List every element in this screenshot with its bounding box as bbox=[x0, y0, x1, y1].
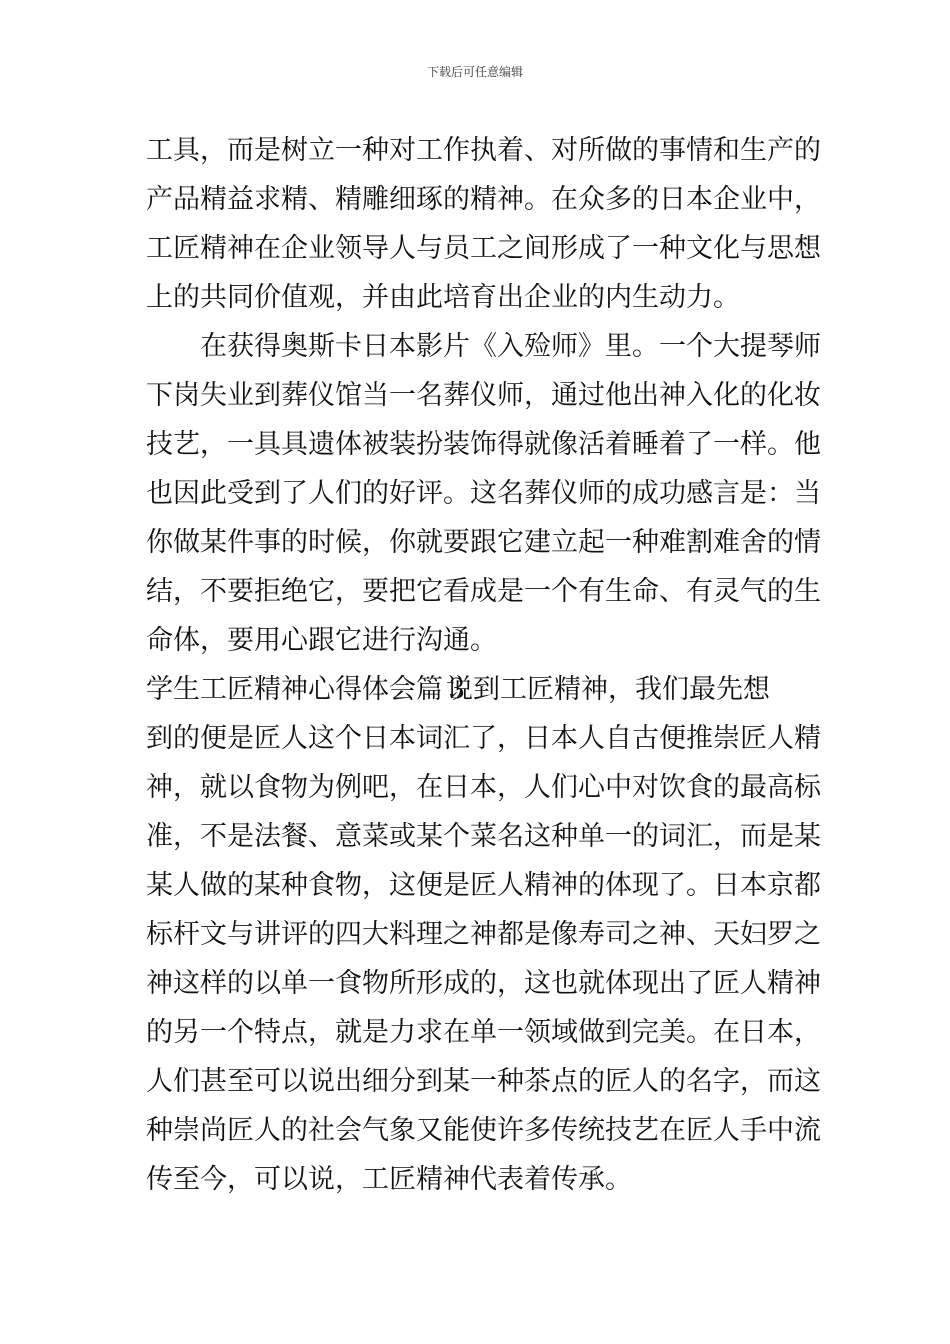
text-line: 神，就以食物为例吧，在日本，人们心中对饮食的最高标 bbox=[146, 772, 821, 803]
heading-line-rest: 说到工匠精神，我们最先想 bbox=[446, 674, 770, 705]
body-text bbox=[146, 126, 821, 1204]
text-line: 在获得奥斯卡日本影片《入殓师》里。一个大提琴师 bbox=[200, 331, 821, 362]
text-line: 上的共同价值观，并由此培育出企业的内生动力。 bbox=[146, 282, 740, 313]
text-line: 下岗失业到葬仪馆当一名葬仪师，通过他出神入化的化妆 bbox=[146, 380, 821, 411]
text-line: 标杆文与讲评的四大料理之神都是像寿司之神、天妇罗之 bbox=[146, 919, 821, 950]
text-line: 结，不要拒绝它，要把它看成是一个有生命、有灵气的生 bbox=[146, 576, 821, 607]
text-line: 的另一个特点，就是力求在单一领域做到完美。在日本， bbox=[146, 1017, 821, 1048]
text-line: 技艺，一具具遗体被装扮装饰得就像活着睡着了一样。他 bbox=[146, 429, 821, 460]
paragraph-2 bbox=[146, 322, 821, 665]
section-heading: 学生工匠精神心得体会篇３ bbox=[146, 674, 470, 705]
text-line bbox=[146, 665, 808, 714]
text-line: 工具，而是树立一种对工作执着、对所做的事情和生产的 bbox=[146, 135, 821, 166]
text-line: 产品精益求精、精雕细琢的精神。在众多的日本企业中， bbox=[146, 184, 821, 215]
text-line: 种崇尚匠人的社会气象又能使许多传统技艺在匠人手中流 bbox=[146, 1115, 821, 1146]
text-line: 命体，要用心跟它进行沟通。 bbox=[146, 625, 497, 656]
text-line: 工匠精神在企业领导人与员工之间形成了一种文化与思想 bbox=[146, 233, 821, 264]
text-line: 准，不是法餐、意菜或某个菜名这种单一的词汇，而是某 bbox=[146, 821, 821, 852]
text-line: 也因此受到了人们的好评。这名葬仪师的成功感言是：当 bbox=[146, 478, 821, 509]
paragraph-3 bbox=[146, 665, 821, 1204]
paragraph-1 bbox=[146, 126, 821, 322]
text-line: 传至今，可以说，工匠精神代表着传承。 bbox=[146, 1164, 632, 1195]
text-line: 到的便是匠人这个日本词汇了，日本人自古便推崇匠人精 bbox=[146, 723, 821, 754]
text-line: 你做某件事的时候，你就要跟它建立起一种难割难舍的情 bbox=[146, 527, 821, 558]
page-header: 下载后可任意编辑 bbox=[426, 65, 523, 79]
text-line: 某人做的某种食物，这便是匠人精神的体现了。日本京都 bbox=[146, 870, 821, 901]
text-line: 神这样的以单一食物所形成的，这也就体现出了匠人精神 bbox=[146, 968, 821, 999]
text-line: 人们甚至可以说出细分到某一种茶点的匠人的名字，而这 bbox=[146, 1066, 821, 1097]
